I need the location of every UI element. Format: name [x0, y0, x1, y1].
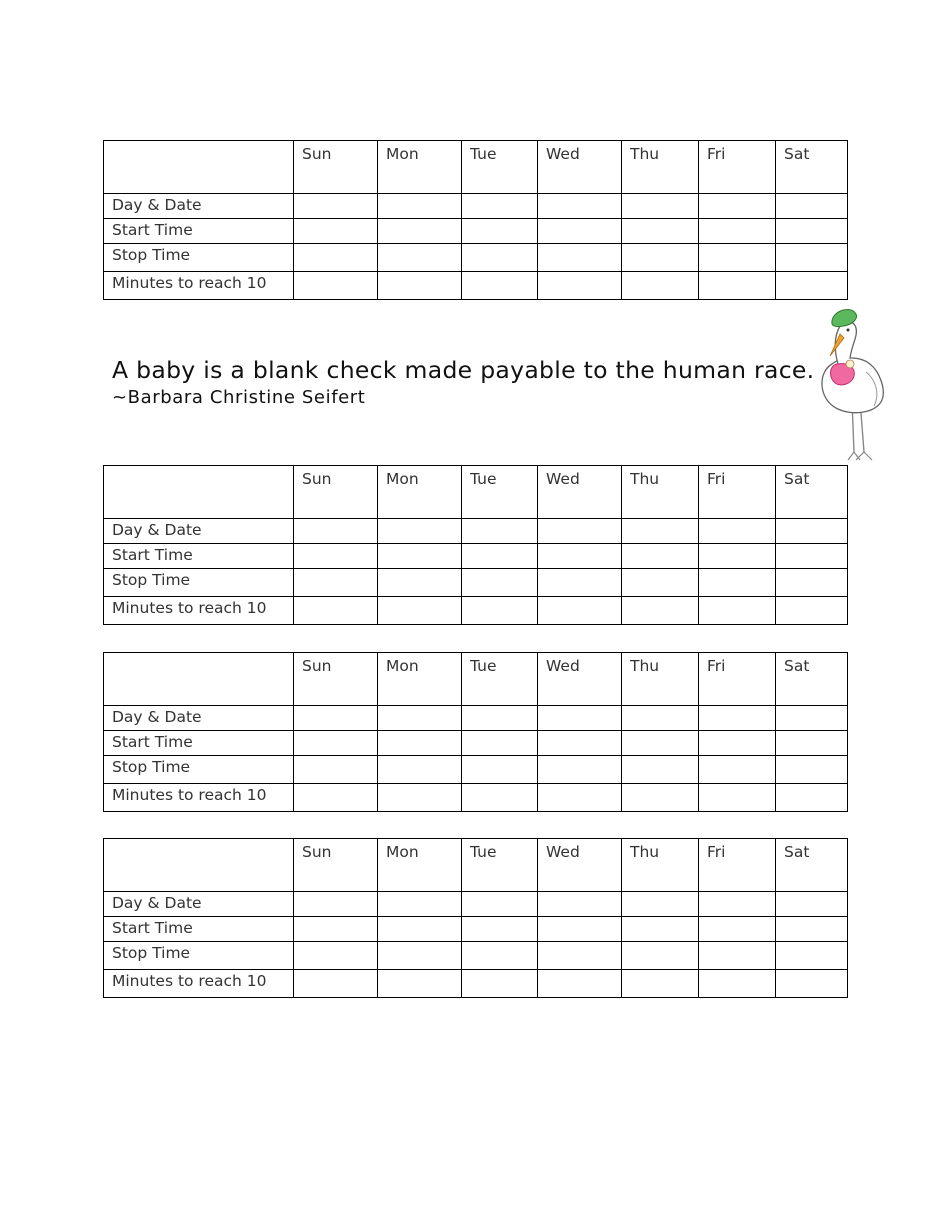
table-row: [104, 597, 848, 625]
entry-cell[interactable]: [699, 942, 776, 970]
entry-cell[interactable]: [462, 917, 538, 942]
entry-cell[interactable]: [538, 784, 622, 812]
entry-cell[interactable]: [776, 917, 848, 942]
entry-cell[interactable]: [378, 244, 462, 272]
entry-cell[interactable]: [776, 219, 848, 244]
day-header: Thu: [622, 141, 699, 194]
entry-cell[interactable]: [462, 519, 538, 544]
day-header: Tue: [462, 653, 538, 706]
row-label: Minutes to reach 10: [104, 597, 294, 625]
entry-cell[interactable]: [378, 756, 462, 784]
entry-cell[interactable]: [776, 756, 848, 784]
entry-cell[interactable]: [378, 892, 462, 917]
table-row: [104, 569, 848, 597]
entry-cell[interactable]: [776, 731, 848, 756]
entry-cell[interactable]: [538, 194, 622, 219]
table-row: [104, 706, 848, 731]
entry-cell[interactable]: [294, 784, 378, 812]
entry-cell[interactable]: [622, 219, 699, 244]
entry-cell[interactable]: [699, 244, 776, 272]
table-row: [104, 892, 848, 917]
entry-cell[interactable]: [538, 519, 622, 544]
entry-cell[interactable]: [622, 784, 699, 812]
entry-cell[interactable]: [538, 942, 622, 970]
entry-cell[interactable]: [622, 756, 699, 784]
day-header: Thu: [622, 653, 699, 706]
table-header-row: [104, 653, 848, 706]
entry-cell[interactable]: [538, 731, 622, 756]
entry-cell[interactable]: [699, 597, 776, 625]
entry-cell[interactable]: [538, 756, 622, 784]
entry-cell[interactable]: [622, 519, 699, 544]
entry-cell[interactable]: [776, 970, 848, 998]
entry-cell[interactable]: [294, 272, 378, 300]
entry-cell[interactable]: [776, 569, 848, 597]
stork-carrying-baby-icon: [810, 302, 890, 467]
entry-cell[interactable]: [462, 569, 538, 597]
day-header: Sat: [776, 466, 848, 519]
entry-cell[interactable]: [462, 731, 538, 756]
entry-cell[interactable]: [699, 219, 776, 244]
entry-cell[interactable]: [538, 569, 622, 597]
kick-count-table-3: [103, 652, 848, 812]
row-label: Start Time: [104, 544, 294, 569]
entry-cell[interactable]: [699, 756, 776, 784]
entry-cell[interactable]: [294, 519, 378, 544]
day-header: Mon: [378, 466, 462, 519]
table-row: [104, 544, 848, 569]
entry-cell[interactable]: [699, 544, 776, 569]
day-header: Wed: [538, 653, 622, 706]
entry-cell[interactable]: [699, 272, 776, 300]
entry-cell[interactable]: [538, 244, 622, 272]
day-header: Thu: [622, 839, 699, 892]
entry-cell[interactable]: [699, 784, 776, 812]
entry-cell[interactable]: [462, 784, 538, 812]
entry-cell[interactable]: [538, 597, 622, 625]
entry-cell[interactable]: [462, 597, 538, 625]
entry-cell[interactable]: [294, 244, 378, 272]
entry-cell[interactable]: [462, 970, 538, 998]
entry-cell[interactable]: [622, 544, 699, 569]
entry-cell[interactable]: [294, 917, 378, 942]
row-label: Day & Date: [104, 519, 294, 544]
day-header: Tue: [462, 839, 538, 892]
quote-author: ~Barbara Christine Seifert: [112, 387, 366, 408]
entry-cell[interactable]: [462, 194, 538, 219]
day-header: Wed: [538, 839, 622, 892]
day-header: Sun: [294, 141, 378, 194]
table-row: [104, 942, 848, 970]
table-row: [104, 970, 848, 998]
entry-cell[interactable]: [462, 244, 538, 272]
entry-cell[interactable]: [378, 544, 462, 569]
entry-cell[interactable]: [462, 756, 538, 784]
entry-cell[interactable]: [462, 942, 538, 970]
entry-cell[interactable]: [699, 569, 776, 597]
entry-cell[interactable]: [538, 544, 622, 569]
header-corner-cell: [104, 141, 294, 194]
entry-cell[interactable]: [776, 597, 848, 625]
entry-cell[interactable]: [294, 892, 378, 917]
entry-cell[interactable]: [294, 706, 378, 731]
row-label: Stop Time: [104, 569, 294, 597]
quote-text: A baby is a blank check made payable to the human race.: [112, 356, 815, 384]
day-header: Sat: [776, 839, 848, 892]
entry-cell[interactable]: [776, 544, 848, 569]
entry-cell[interactable]: [622, 194, 699, 219]
kick-count-table-2: [103, 465, 848, 625]
entry-cell[interactable]: [622, 731, 699, 756]
entry-cell[interactable]: [294, 731, 378, 756]
row-label: Start Time: [104, 731, 294, 756]
entry-cell[interactable]: [294, 942, 378, 970]
entry-cell[interactable]: [294, 544, 378, 569]
day-header: Sat: [776, 141, 848, 194]
row-label: Minutes to reach 10: [104, 272, 294, 300]
entry-cell[interactable]: [378, 569, 462, 597]
entry-cell[interactable]: [294, 569, 378, 597]
entry-cell[interactable]: [699, 892, 776, 917]
entry-cell[interactable]: [622, 970, 699, 998]
entry-cell[interactable]: [776, 892, 848, 917]
table-row: [104, 756, 848, 784]
entry-cell[interactable]: [622, 942, 699, 970]
table-header-row: [104, 141, 848, 194]
day-header: Sun: [294, 466, 378, 519]
day-header: Sat: [776, 653, 848, 706]
day-header: Mon: [378, 141, 462, 194]
entry-cell[interactable]: [699, 706, 776, 731]
entry-cell[interactable]: [538, 892, 622, 917]
entry-cell[interactable]: [776, 942, 848, 970]
row-label: Day & Date: [104, 194, 294, 219]
entry-cell[interactable]: [538, 219, 622, 244]
row-label: Start Time: [104, 917, 294, 942]
entry-cell[interactable]: [378, 970, 462, 998]
row-label: Stop Time: [104, 942, 294, 970]
entry-cell[interactable]: [378, 917, 462, 942]
day-header: Mon: [378, 653, 462, 706]
day-header: Thu: [622, 466, 699, 519]
entry-cell[interactable]: [378, 706, 462, 731]
day-header: Fri: [699, 839, 776, 892]
kick-count-table-1: [103, 140, 848, 300]
entry-cell[interactable]: [462, 706, 538, 731]
entry-cell[interactable]: [462, 892, 538, 917]
entry-cell[interactable]: [622, 272, 699, 300]
table-row: [104, 519, 848, 544]
day-header: Mon: [378, 839, 462, 892]
kick-count-table-4: [103, 838, 848, 998]
table-header-row: [104, 466, 848, 519]
entry-cell[interactable]: [622, 244, 699, 272]
entry-cell[interactable]: [462, 272, 538, 300]
entry-cell[interactable]: [378, 219, 462, 244]
table-header-row: [104, 839, 848, 892]
entry-cell[interactable]: [538, 970, 622, 998]
entry-cell[interactable]: [294, 597, 378, 625]
entry-cell[interactable]: [776, 519, 848, 544]
entry-cell[interactable]: [622, 569, 699, 597]
entry-cell[interactable]: [462, 544, 538, 569]
entry-cell[interactable]: [378, 731, 462, 756]
entry-cell[interactable]: [699, 519, 776, 544]
table-row: [104, 784, 848, 812]
entry-cell[interactable]: [776, 272, 848, 300]
table-row: [104, 917, 848, 942]
row-label: Day & Date: [104, 706, 294, 731]
row-label: Day & Date: [104, 892, 294, 917]
entry-cell[interactable]: [462, 219, 538, 244]
entry-cell[interactable]: [622, 892, 699, 917]
day-header: Fri: [699, 466, 776, 519]
entry-cell[interactable]: [378, 194, 462, 219]
day-header: Wed: [538, 466, 622, 519]
row-label: Stop Time: [104, 756, 294, 784]
entry-cell[interactable]: [776, 784, 848, 812]
table-row: [104, 219, 848, 244]
row-label: Stop Time: [104, 244, 294, 272]
entry-cell[interactable]: [776, 194, 848, 219]
entry-cell[interactable]: [622, 917, 699, 942]
entry-cell[interactable]: [378, 784, 462, 812]
entry-cell[interactable]: [699, 970, 776, 998]
table-row: [104, 244, 848, 272]
entry-cell[interactable]: [378, 272, 462, 300]
entry-cell[interactable]: [776, 706, 848, 731]
header-corner-cell: [104, 653, 294, 706]
entry-cell[interactable]: [294, 756, 378, 784]
entry-cell[interactable]: [699, 731, 776, 756]
day-header: Sun: [294, 653, 378, 706]
entry-cell[interactable]: [699, 917, 776, 942]
day-header: Fri: [699, 653, 776, 706]
day-header: Wed: [538, 141, 622, 194]
entry-cell[interactable]: [538, 272, 622, 300]
entry-cell[interactable]: [294, 219, 378, 244]
entry-cell[interactable]: [776, 244, 848, 272]
entry-cell[interactable]: [378, 942, 462, 970]
row-label: Start Time: [104, 219, 294, 244]
header-corner-cell: [104, 466, 294, 519]
row-label: Minutes to reach 10: [104, 970, 294, 998]
entry-cell[interactable]: [538, 706, 622, 731]
row-label: Minutes to reach 10: [104, 784, 294, 812]
table-row: [104, 272, 848, 300]
table-row: [104, 731, 848, 756]
day-header: Tue: [462, 466, 538, 519]
entry-cell[interactable]: [699, 194, 776, 219]
entry-cell[interactable]: [622, 706, 699, 731]
entry-cell[interactable]: [294, 970, 378, 998]
day-header: Fri: [699, 141, 776, 194]
entry-cell[interactable]: [538, 917, 622, 942]
entry-cell[interactable]: [378, 597, 462, 625]
table-row: [104, 194, 848, 219]
entry-cell[interactable]: [622, 597, 699, 625]
header-corner-cell: [104, 839, 294, 892]
day-header: Tue: [462, 141, 538, 194]
day-header: Sun: [294, 839, 378, 892]
entry-cell[interactable]: [294, 194, 378, 219]
entry-cell[interactable]: [378, 519, 462, 544]
